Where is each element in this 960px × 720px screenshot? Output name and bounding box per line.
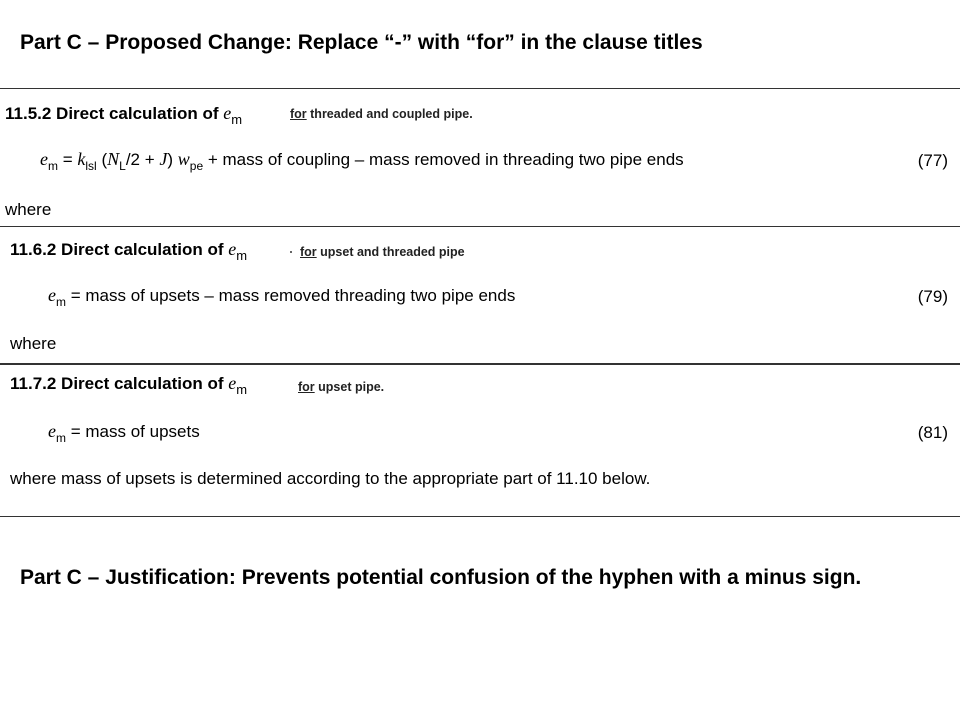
clause-heading-text: 11.7.2 Direct calculation of bbox=[10, 374, 229, 393]
where-text: where bbox=[5, 200, 52, 219]
clause-heading bbox=[10, 239, 247, 263]
equation-number: (81) bbox=[917, 423, 948, 442]
em-symbol: $e_m$ bbox=[228, 239, 248, 263]
clause-heading-text: 11.6.2 Direct calculation of bbox=[10, 240, 229, 259]
for-annotation bbox=[300, 245, 465, 259]
formula: $e_m$ = mass of upsets bbox=[48, 421, 200, 445]
formula: $e_m$ = mass of upsets – mass removed threading two pipe ends bbox=[48, 285, 516, 309]
em-symbol: $e_m$ bbox=[223, 103, 243, 127]
for-rest: threaded and coupled pipe. bbox=[306, 107, 473, 121]
formula: $e_m = k_{lsl}$ $(N_L/2 + J) w_{pe}$ + mass of coupling – mass removed in threading two pipe ends bbox=[40, 149, 684, 173]
equation-number: (79) bbox=[917, 287, 948, 306]
stray-mark bbox=[290, 251, 292, 253]
where-text: where mass of upsets is determined according to the appropriate part of 11.10 below. bbox=[10, 469, 651, 488]
clause-heading bbox=[5, 103, 242, 127]
clause-11-5-2-snippet bbox=[0, 88, 960, 230]
for-annotation bbox=[298, 380, 384, 394]
em-symbol: $e_m$ bbox=[228, 373, 248, 397]
slide-title: Part C – Proposed Change: Replace “-” with “for” in the clause titles bbox=[20, 31, 703, 54]
for-word: for bbox=[290, 107, 307, 121]
for-rest: upset pipe. bbox=[314, 380, 385, 394]
for-word: for bbox=[300, 245, 317, 259]
equation-number: (77) bbox=[917, 151, 948, 170]
for-annotation bbox=[290, 107, 473, 121]
clause-heading bbox=[10, 373, 247, 397]
for-word: for bbox=[298, 380, 315, 394]
clause-heading-text: 11.5.2 Direct calculation of bbox=[5, 104, 224, 123]
justification-text: Part C – Justification: Prevents potential confusion of the hyphen with a minus sign. bbox=[20, 566, 862, 589]
clause-11-7-2-snippet bbox=[0, 364, 960, 517]
for-rest: upset and threaded pipe bbox=[316, 245, 465, 259]
clause-11-6-2-snippet bbox=[0, 226, 960, 364]
where-text: where bbox=[10, 334, 57, 353]
